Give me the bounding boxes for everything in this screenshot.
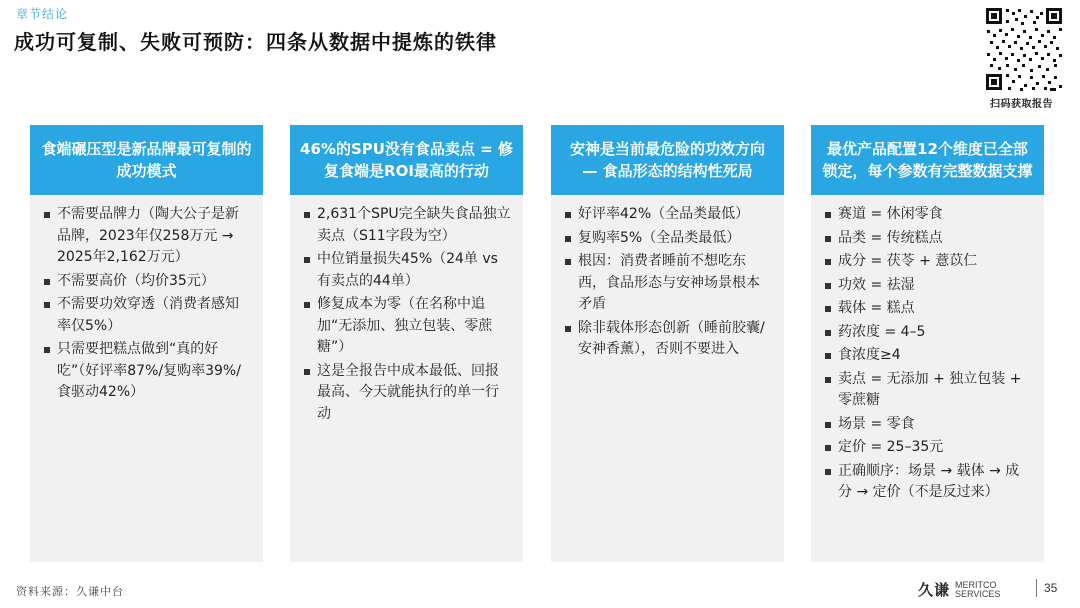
bullet-item: 不需要高价（均价35元） xyxy=(44,271,251,293)
bullet-item: 正确顺序：场景 → 载体 → 成分 → 定价（不是反过来） xyxy=(825,461,1032,504)
logo-en-line1: MERITCO xyxy=(955,579,997,590)
bullet-list xyxy=(825,204,1032,504)
conclusion-card-1 xyxy=(30,125,263,562)
card-title: 最优产品配置12个维度已全部锁定，每个参数有完整数据支撑 xyxy=(811,125,1044,195)
source-note: 资料来源：久谦中台 xyxy=(16,585,124,598)
bullet-item: 场景 = 零食 xyxy=(825,414,1032,436)
bullet-list xyxy=(565,204,772,361)
conclusion-card-3 xyxy=(551,125,784,562)
qr-code-icon xyxy=(984,6,1064,92)
card-title: 食端碾压型是新品牌最可复制的成功模式 xyxy=(30,125,263,195)
bullet-item: 只需要把糕点做到“真的好吃”（好评率87%/复购率39%/食驱动42%） xyxy=(44,339,251,404)
bullet-item: 除非载体形态创新（睡前胶囊/安神香薰），否则不要进入 xyxy=(565,318,772,361)
bullet-item: 食浓度≥4 xyxy=(825,345,1032,367)
logo-text-en xyxy=(955,581,1000,599)
bullet-item: 复购率5%（全品类最低） xyxy=(565,228,772,250)
bullet-item: 赛道 = 休闲零食 xyxy=(825,204,1032,226)
bullet-list xyxy=(304,204,511,425)
bullet-item: 定价 = 25–35元 xyxy=(825,437,1032,459)
bullet-item: 载体 = 糕点 xyxy=(825,298,1032,320)
bullet-item: 品类 = 传统糕点 xyxy=(825,228,1032,250)
bullet-item: 好评率42%（全品类最低） xyxy=(565,204,772,226)
section-tag: 章节结论 xyxy=(16,7,69,21)
logo-en-line2: SERVICES xyxy=(955,588,1001,599)
bullet-item: 功效 = 祛湿 xyxy=(825,275,1032,297)
conclusion-card-2 xyxy=(290,125,523,562)
bullet-item: 成分 = 茯苓 + 薏苡仁 xyxy=(825,251,1032,273)
bullet-item: 不需要品牌力（陶大公子是新品牌，2023年仅258万元 → 2025年2,162万元） xyxy=(44,204,251,269)
bullet-item: 不需要功效穿透（消费者感知率仅5%） xyxy=(44,294,251,337)
company-logo xyxy=(918,579,1000,600)
footer-divider xyxy=(1036,579,1037,597)
card-title: 46%的SPU没有食品卖点 = 修复食端是ROI最高的行动 xyxy=(290,125,523,195)
bullet-item: 2,631个SPU完全缺失食品独立卖点（S11字段为空） xyxy=(304,204,511,247)
bullet-list xyxy=(44,204,251,404)
bullet-item: 卖点 = 无添加 + 独立包装 + 零蔗糖 xyxy=(825,369,1032,412)
conclusion-card-4 xyxy=(811,125,1044,562)
card-title: 安神是当前最危险的功效方向 — 食品形态的结构性死局 xyxy=(551,125,784,195)
bullet-item: 修复成本为零（在名称中追加“无添加、独立包装、零蔗糖”） xyxy=(304,294,511,359)
page-number: 35 xyxy=(1044,581,1058,595)
bullet-item: 这是全报告中成本最低、回报最高、今天就能执行的单一行动 xyxy=(304,361,511,426)
logo-text-cn: 久谦 xyxy=(918,581,951,599)
bullet-item: 根因：消费者睡前不想吃东西，食品形态与安神场景根本矛盾 xyxy=(565,251,772,316)
qr-caption: 扫码获取报告 xyxy=(990,99,1053,110)
page-title: 成功可复制、失败可预防：四条从数据中提炼的铁律 xyxy=(14,30,497,54)
bullet-item: 药浓度 = 4–5 xyxy=(825,322,1032,344)
bullet-item: 中位销量损失45%（24单 vs 有卖点的44单） xyxy=(304,249,511,292)
